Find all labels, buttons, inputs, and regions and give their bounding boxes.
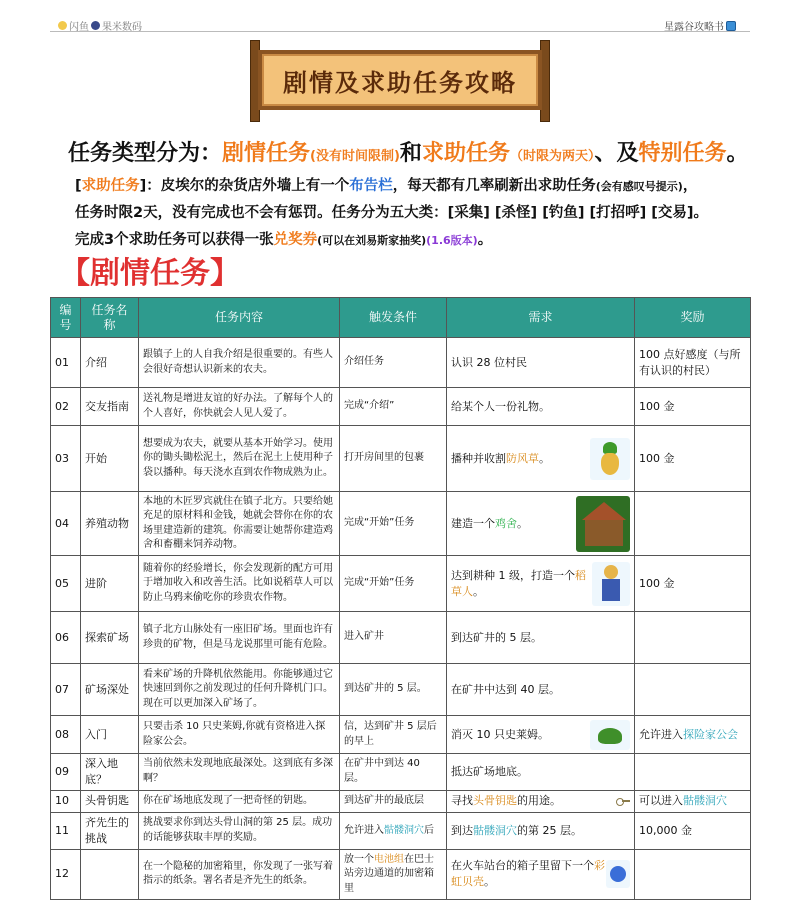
trigger-text: 允许进入 (344, 824, 384, 836)
line1-text2: ，每天都有几率刷新出求助任务 (392, 178, 596, 194)
row-content: 随着你的经验增长，你会发现新的配方可用于增加收入和改善生活。比如说稻草人可以防止乌鸦来偷吃你的珍贵农作物。 (139, 556, 340, 612)
row-name: 头骨钥匙 (81, 790, 139, 812)
row-req (447, 556, 635, 612)
table-row (51, 338, 751, 388)
coop-link: 鸡舍 (495, 516, 517, 530)
reward-text: 可以进入 (639, 794, 683, 808)
bracket-open: [ (75, 178, 82, 194)
row-name: 矿场深处 (81, 664, 139, 716)
row-content: 想要成为农夫，就要从基本开始学习。使用你的锄头锄松泥土，然后在泥土上使用种子袋以播种。每天浇水直到农作物成熟为止。 (139, 426, 340, 492)
reward-text: 允许进入 (639, 727, 683, 741)
row-req (447, 492, 635, 556)
skull-cavern-link: 骷髅洞穴 (384, 824, 424, 836)
row-trigger: 在矿井中到达 40 层。 (340, 754, 447, 791)
guild-link: 探险家公会 (683, 727, 738, 741)
req-end: 。 (484, 875, 495, 889)
req-text: 在火车站台的箱子里留下一个 (451, 859, 594, 873)
row-reward (635, 492, 751, 556)
row-req: 给某个人一份礼物。 (447, 388, 635, 426)
row-name (81, 849, 139, 899)
help-tag: 求助任务 (81, 178, 140, 194)
req-text: 消灭 10 只史莱姆。 (451, 727, 549, 741)
key-icon (616, 796, 630, 806)
types-and: 和 (399, 141, 422, 166)
row-reward (635, 849, 751, 899)
row-content: 镇子北方山脉处有一座旧矿场。里面也许有珍贵的矿物，但是马龙说那里可能有危险。 (139, 612, 340, 664)
row-req: 在矿井中达到 40 层。 (447, 664, 635, 716)
table-row (51, 754, 751, 791)
row-no: 12 (51, 849, 81, 899)
req-text: 寻找 (451, 794, 473, 808)
skull-key-link: 头骨钥匙 (473, 794, 517, 808)
row-content: 你在矿场地底发现了一把奇怪的钥匙。 (139, 790, 340, 812)
row-reward (635, 612, 751, 664)
parsnip-link: 防风草 (506, 451, 539, 465)
req-end: 的用途。 (517, 794, 561, 808)
col-name: 任务名称 (81, 298, 139, 338)
row-no: 09 (51, 754, 81, 791)
row-content: 跟镇子上的人自我介绍是很重要的。有些人会很好奇想认识新来的农夫。 (139, 338, 340, 388)
skull-cavern-link: 骷髅洞穴 (683, 794, 727, 808)
rainbow-shell-link: 彩虹贝壳 (451, 859, 605, 889)
row-name: 开始 (81, 426, 139, 492)
row-reward (635, 790, 751, 812)
line3-note: (可以在刘易斯家抽奖) (317, 234, 427, 247)
types-end: 。 (726, 141, 749, 166)
battery-pack-link: 电池组 (374, 853, 404, 865)
row-no: 10 (51, 790, 81, 812)
table-row (51, 388, 751, 426)
row-trigger: 到达矿井的最底层 (340, 790, 447, 812)
slime-icon (590, 720, 630, 750)
bulletin-board-text: 布告栏 (349, 178, 393, 194)
row-trigger: 完成“开始”任务 (340, 492, 447, 556)
header-right-text: 星露谷攻略书 (664, 22, 724, 33)
table-header-row (51, 298, 751, 338)
row-reward (635, 716, 751, 754)
row-reward: 100 金 (635, 556, 751, 612)
row-req: 到达矿井的 5 层。 (447, 612, 635, 664)
req-text: 达到耕种 1 级，打造一个 (451, 568, 575, 582)
row-name: 进阶 (81, 556, 139, 612)
row-content: 当前依然未发现地底最深处。这到底有多深啊？ (139, 754, 340, 791)
table-row (51, 664, 751, 716)
version-note: (1.6版本) (426, 234, 478, 247)
col-no: 编号 (51, 298, 81, 338)
row-trigger: 介绍任务 (340, 338, 447, 388)
row-trigger: 信，达到矿井 5 层后的早上 (340, 716, 447, 754)
type-special: 特别任务 (638, 141, 727, 166)
book-icon (726, 21, 736, 31)
scarecrow-link: 稻草人 (451, 568, 586, 598)
parsnip-icon (590, 438, 630, 480)
table-row (51, 790, 751, 812)
story-quest-table (50, 297, 751, 900)
skull-cavern-link: 骷髅洞穴 (473, 823, 517, 837)
top-header-bar (50, 16, 750, 32)
row-trigger: 完成“开始”任务 (340, 556, 447, 612)
row-req (447, 716, 635, 754)
table-row (51, 612, 751, 664)
row-content: 挑战要求你到达头骨山洞的第 25 层。成功的话能够获取丰厚的奖励。 (139, 812, 340, 849)
row-no: 02 (51, 388, 81, 426)
table-row (51, 849, 751, 899)
banner-title: 剧情及求助任务攻略 (283, 68, 517, 97)
req-end: 。 (539, 451, 550, 465)
title-banner (250, 40, 550, 122)
bracket-close: ]： (139, 178, 161, 194)
row-trigger: 完成“介绍” (340, 388, 447, 426)
row-content: 看来矿场的升降机依然能用。你能够通过它快速回到你之前发现过的任何升降机门口。现在可以更加深入矿场了。 (139, 664, 340, 716)
row-reward (635, 754, 751, 791)
row-reward (635, 664, 751, 716)
col-reward: 奖励 (635, 298, 751, 338)
header-right (664, 18, 736, 33)
row-no: 04 (51, 492, 81, 556)
row-content: 在一个隐秘的加密箱里，你发现了一张写着指示的纸条。署名者是齐先生的纸条。 (139, 849, 340, 899)
req-end: 的第 25 层。 (517, 823, 582, 837)
line1-text: 皮埃尔的杂货店外墙上有一个 (160, 178, 350, 194)
table-row (51, 812, 751, 849)
row-reward: 100 金 (635, 388, 751, 426)
trigger-end: 在巴士站旁边通道的加密箱里 (344, 853, 434, 894)
quest-types-line (68, 136, 749, 167)
req-text: 建造一个 (451, 516, 495, 530)
help-desc-line1 (75, 174, 697, 195)
row-trigger: 进入矿井 (340, 612, 447, 664)
row-name: 探索矿场 (81, 612, 139, 664)
row-req (447, 790, 635, 812)
row-trigger (340, 849, 447, 899)
row-no: 11 (51, 812, 81, 849)
line1-note: (会有感叹号提示) (595, 180, 683, 193)
type-story: 剧情任务 (222, 141, 311, 166)
trigger-end: 后 (424, 824, 434, 836)
banner-board (258, 50, 542, 110)
scarecrow-icon (592, 562, 630, 606)
row-trigger: 打开房间里的包裹 (340, 426, 447, 492)
table-row (51, 492, 751, 556)
row-no: 01 (51, 338, 81, 388)
fish-logo-icon (58, 21, 67, 30)
row-no: 08 (51, 716, 81, 754)
line1-end: ， (682, 178, 698, 194)
req-end: 。 (517, 516, 528, 530)
header-left-text2: 果米数码 (102, 22, 142, 33)
row-req (447, 812, 635, 849)
table-row (51, 556, 751, 612)
type-story-note: (没有时间限制) (310, 149, 400, 164)
trigger-text: 放一个 (344, 853, 374, 865)
req-text: 到达 (451, 823, 473, 837)
table-row (51, 426, 751, 492)
header-left-text: 闪鱼 (69, 22, 89, 33)
help-desc-line2 (75, 201, 708, 222)
types-sep: 、及 (594, 141, 639, 166)
type-help-note: （时限为两天） (509, 149, 595, 164)
col-req: 需求 (447, 298, 635, 338)
row-trigger: 到达矿井的 5 层。 (340, 664, 447, 716)
header-left (58, 18, 142, 33)
section-title: 【剧情任务】 (60, 256, 240, 291)
req-end: 。 (473, 584, 484, 598)
row-req (447, 849, 635, 899)
guomi-logo-icon (91, 21, 100, 30)
row-no: 06 (51, 612, 81, 664)
row-name: 养殖动物 (81, 492, 139, 556)
row-reward: 100 金 (635, 426, 751, 492)
row-reward: 10,000 金 (635, 812, 751, 849)
row-reward: 100 点好感度（与所有认识的村民） (635, 338, 751, 388)
line2-text: 任务时限2天，没有完成也不会有惩罚。任务分为五大类：[采集] [杀怪] [钓鱼] [打招呼] [交易]。 (75, 205, 709, 221)
row-name: 深入地底？ (81, 754, 139, 791)
row-req: 认识 28 位村民 (447, 338, 635, 388)
row-req: 抵达矿场地底。 (447, 754, 635, 791)
col-content: 任务内容 (139, 298, 340, 338)
col-trigger: 触发条件 (340, 298, 447, 338)
row-no: 05 (51, 556, 81, 612)
coop-icon (576, 496, 630, 552)
type-help: 求助任务 (421, 141, 510, 166)
row-name: 介绍 (81, 338, 139, 388)
row-no: 03 (51, 426, 81, 492)
row-name: 交友指南 (81, 388, 139, 426)
types-prefix: 任务类型分为： (68, 141, 223, 166)
row-content: 送礼物是增进友谊的好办法。了解每个人的个人喜好，你快就会人见人爱了。 (139, 388, 340, 426)
help-desc-line3 (75, 228, 492, 249)
req-text: 播种并收割 (451, 451, 506, 465)
row-trigger (340, 812, 447, 849)
row-name: 齐先生的挑战 (81, 812, 139, 849)
row-content: 只要击杀 10 只史莱姆,你就有资格进入探险家公会。 (139, 716, 340, 754)
coupon-text: 兑奖券 (273, 232, 318, 248)
row-no: 07 (51, 664, 81, 716)
row-req (447, 426, 635, 492)
shell-icon (606, 860, 630, 888)
table-row (51, 716, 751, 754)
line3-end: 。 (477, 232, 493, 248)
row-name: 入门 (81, 716, 139, 754)
row-content: 本地的木匠罗宾就住在镇子北方。只要给她充足的原材料和金钱，她就会替你在你的农场里建造新的建筑。你需要让她帮你建造鸡舍和畜棚来饲养动物。 (139, 492, 340, 556)
line3-text: 完成3个求助任务可以获得一张 (75, 232, 274, 248)
